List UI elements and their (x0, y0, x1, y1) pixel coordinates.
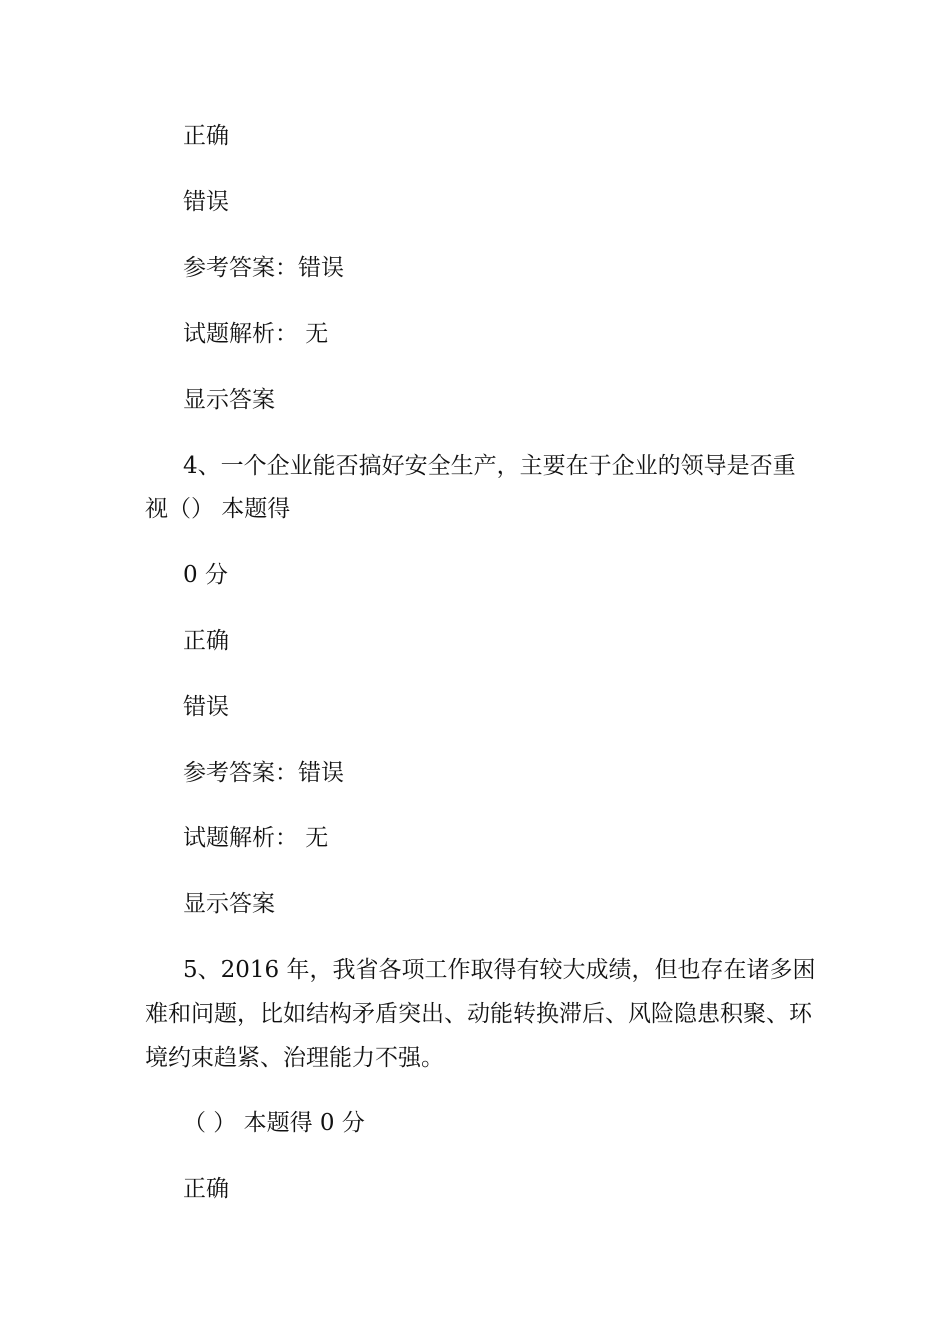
q4-show-answer-link[interactable]: 显示答案 (183, 891, 275, 917)
q4-option-correct[interactable]: 正确 (183, 628, 229, 654)
q3-show-answer-link[interactable]: 显示答案 (183, 387, 275, 413)
q4-question-line1: 4、一个企业能否搞好安全生产，主要在于企业的领导是否重 (183, 453, 796, 479)
q5-question-line1: 5、2016 年，我省各项工作取得有较大成绩，但也存在诸多困 (183, 957, 816, 983)
q5-question-line2: 难和问题，比如结构矛盾突出、动能转换滞后、风险隐患积聚、环 (145, 1001, 812, 1027)
q4-option-wrong[interactable]: 错误 (183, 694, 229, 720)
q5-question-line3: 境约束趋紧、治理能力不强。 (145, 1045, 444, 1071)
q5-option-correct[interactable]: 正确 (183, 1176, 229, 1202)
q4-question-line2: 视（） 本题得 (145, 496, 291, 522)
q4-score: 0 分 (183, 562, 228, 588)
q4-analysis: 试题解析： 无 (183, 825, 329, 851)
q3-analysis: 试题解析： 无 (183, 321, 329, 347)
q3-option-correct[interactable]: 正确 (183, 123, 229, 149)
q4-reference-answer: 参考答案：错误 (183, 760, 344, 786)
q5-score-line: （ ） 本题得 0 分 (183, 1110, 365, 1136)
q3-option-wrong[interactable]: 错误 (183, 189, 229, 215)
q3-reference-answer: 参考答案：错误 (183, 255, 344, 281)
